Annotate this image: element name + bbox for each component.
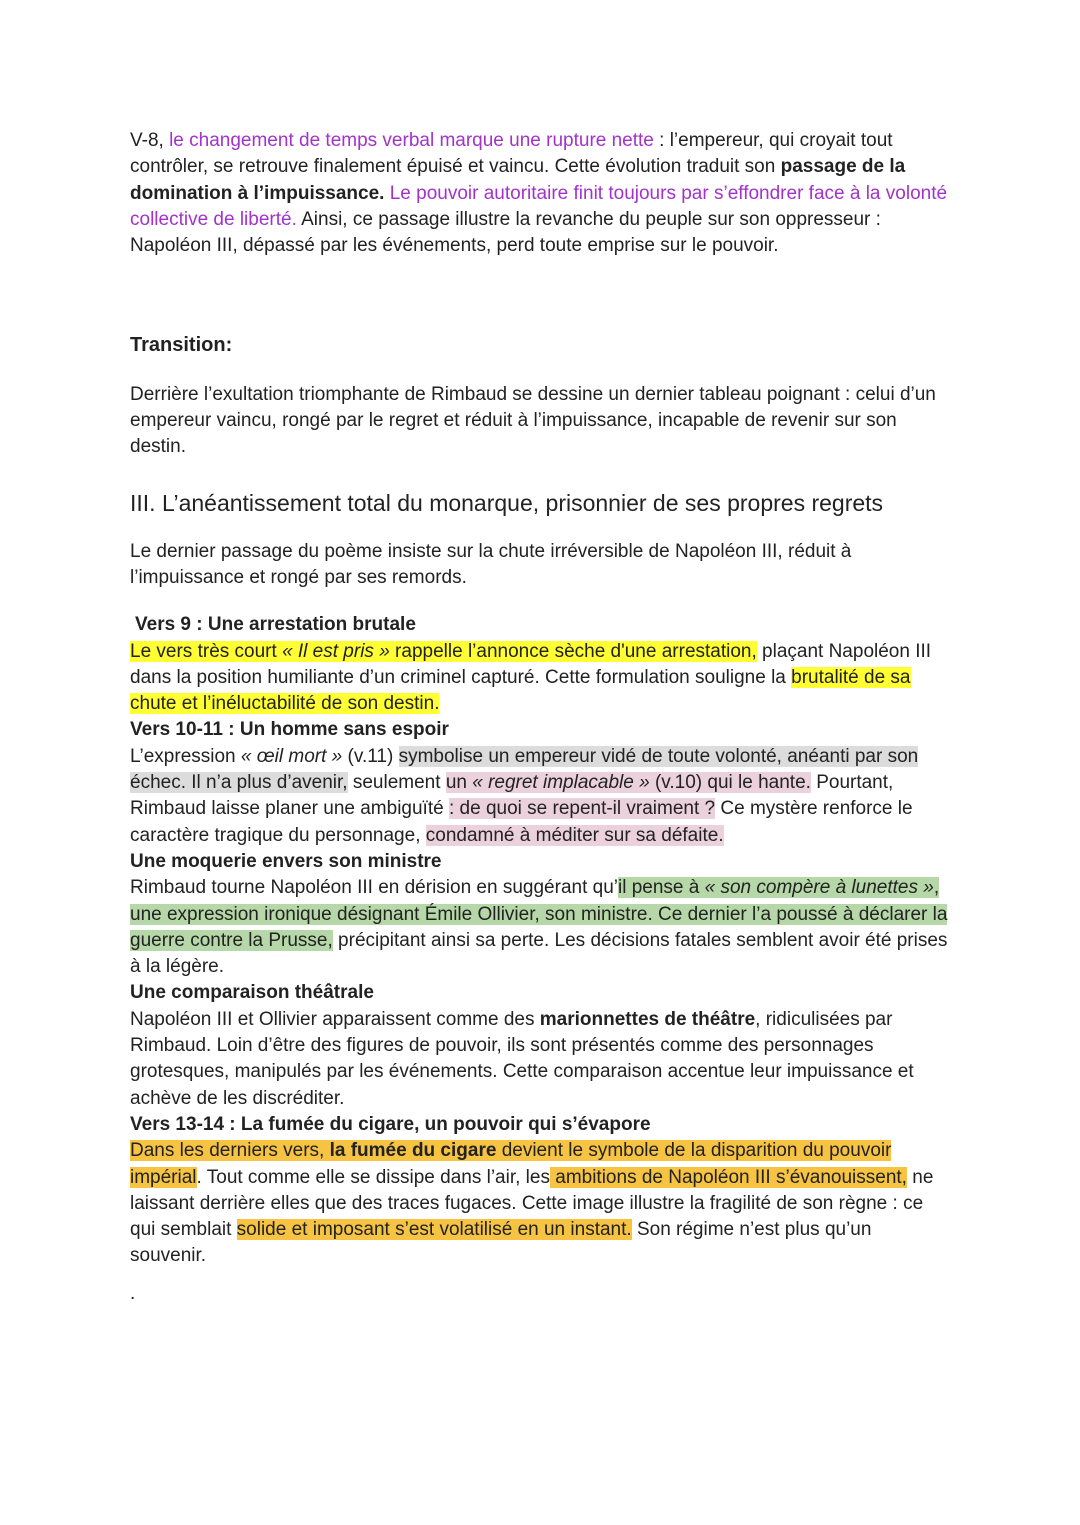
yellow-highlight: Le vers très court « Il est pris » rappelle l’annonce sèche d'une arrestation, bbox=[130, 640, 757, 662]
text-run: précipitant ainsi sa perte. Les décisions fatales semblent avoir été prises à la légère. bbox=[130, 929, 948, 978]
text-run: Ainsi, ce passage illustre la revanche du peuple sur son oppresseur : Napoléon III, dépassé par les événements, perd toute emprise sur le pouvoir. bbox=[130, 208, 881, 257]
text-run: plaçant Napoléon III dans la position humiliante d’un criminel capturé. Cette formulation souligne la bbox=[130, 640, 932, 688]
gray-highlight: symbolise un empereur vidé de toute volonté, anéanti par son échec. Il n’a plus d’avenir, bbox=[130, 745, 919, 794]
vers9-heading: Vers 9 : Une arrestation brutale bbox=[135, 614, 416, 636]
vers9-paragraph bbox=[130, 639, 950, 718]
bold-text: passage de la domination à l’impuissance. bbox=[130, 156, 906, 204]
vers10-heading: Vers 10-11 : Un homme sans espoir bbox=[130, 719, 449, 741]
text-run: Pourtant, Rimbaud laisse planer une ambiguïté bbox=[130, 772, 894, 820]
text-run: Ce mystère renforce le caractère tragique du personnage, bbox=[130, 798, 913, 846]
document-page bbox=[130, 128, 950, 1307]
text-run: , ridiculisées par Rimbaud. Loin d’être des figures de pouvoir, ils sont présentés comme des personnages grotesques, manipulés par les événements. Cette comparaison accentue leur impuissance et achève de les discréditer. bbox=[130, 1008, 914, 1109]
bold-text: marionnettes de théâtre bbox=[539, 1008, 756, 1030]
pink-highlight: condamné à méditer sur sa défaite. bbox=[425, 824, 724, 846]
text-run: L’expression bbox=[130, 745, 241, 767]
orange-highlight: Dans les derniers vers, la fumée du cigare devient le symbole de la disparition du pouvoir impérial bbox=[130, 1140, 892, 1188]
transition-heading: Transition: bbox=[130, 334, 233, 357]
theatre-paragraph bbox=[130, 1007, 950, 1112]
paragraph-v8 bbox=[130, 128, 950, 259]
text-run: . Tout comme elle se dissipe dans l’air, les bbox=[196, 1166, 550, 1188]
orange-highlight: solide et imposant s’est volatilisé en un instant. bbox=[236, 1219, 632, 1241]
pink-highlight: : de quoi se repent-il vraiment ? bbox=[448, 798, 716, 820]
section-intro: Le dernier passage du poème insiste sur la chute irréversible de Napoléon III, réduit à l’impuissance et rongé par ses remords. bbox=[130, 540, 852, 588]
section-heading: III. L’anéantissement total du monarque, prisonnier de ses propres regrets bbox=[130, 489, 884, 516]
text-run: ne laissant derrière elles que des traces fugaces. Cette image illustre la fragilité de son règne : ce qui semblait bbox=[130, 1166, 934, 1241]
text-run: V-8, bbox=[130, 130, 170, 151]
text-run: Rimbaud tourne Napoléon III en dérision en suggérant qu’ bbox=[130, 877, 618, 899]
orange-highlight: ambitions de Napoléon III s’évanouissent, bbox=[549, 1166, 907, 1188]
pink-highlight: un « regret implacable » (v.10) qui le hante. bbox=[445, 772, 811, 794]
vers10-paragraph bbox=[130, 744, 950, 849]
text-run: Son régime n’est plus qu’un souvenir. bbox=[130, 1219, 872, 1267]
text-run: seulement bbox=[347, 772, 446, 794]
purple-text: Le pouvoir autoritaire finit toujours par s’effondrer face à la volonté collective de liberté. bbox=[130, 182, 948, 230]
purple-text: le changement de temps verbal marque une rupture nette bbox=[169, 130, 654, 151]
text-run: (v.11) bbox=[342, 745, 399, 767]
vers13-paragraph bbox=[130, 1138, 950, 1269]
text-run: Napoléon III et Ollivier apparaissent comme des bbox=[130, 1008, 540, 1030]
ministre-paragraph bbox=[130, 875, 950, 980]
analysis-block bbox=[130, 612, 950, 1269]
green-highlight: il pense à « son compère à lunettes », une expression ironique désignant Émile Ollivier, son ministre. Ce dernier l’a poussé à déclarer la guerre contre la Prusse, bbox=[130, 877, 948, 951]
transition-paragraph: Derrière l’exultation triomphante de Rimbaud se dessine un dernier tableau poignant : celui d’un empereur vaincu, rongé par le regret et réduit à l’impuissance, incapable de revenir sur son destin. bbox=[130, 383, 936, 458]
text-run: : l’empereur, qui croyait tout contrôler, se retrouve finalement épuisé et vaincu. Cette évolution traduit son bbox=[130, 130, 893, 178]
quote-text: « œil mort » bbox=[240, 745, 343, 767]
trailing-dot: . bbox=[130, 1282, 136, 1304]
ministre-heading: Une moquerie envers son ministre bbox=[130, 850, 442, 872]
vers13-heading: Vers 13-14 : La fumée du cigare, un pouvoir qui s’évapore bbox=[130, 1113, 651, 1135]
yellow-highlight: brutalité de sa chute et l’inéluctabilité de son destin. bbox=[130, 666, 911, 715]
theatre-heading: Une comparaison théâtrale bbox=[130, 982, 374, 1004]
